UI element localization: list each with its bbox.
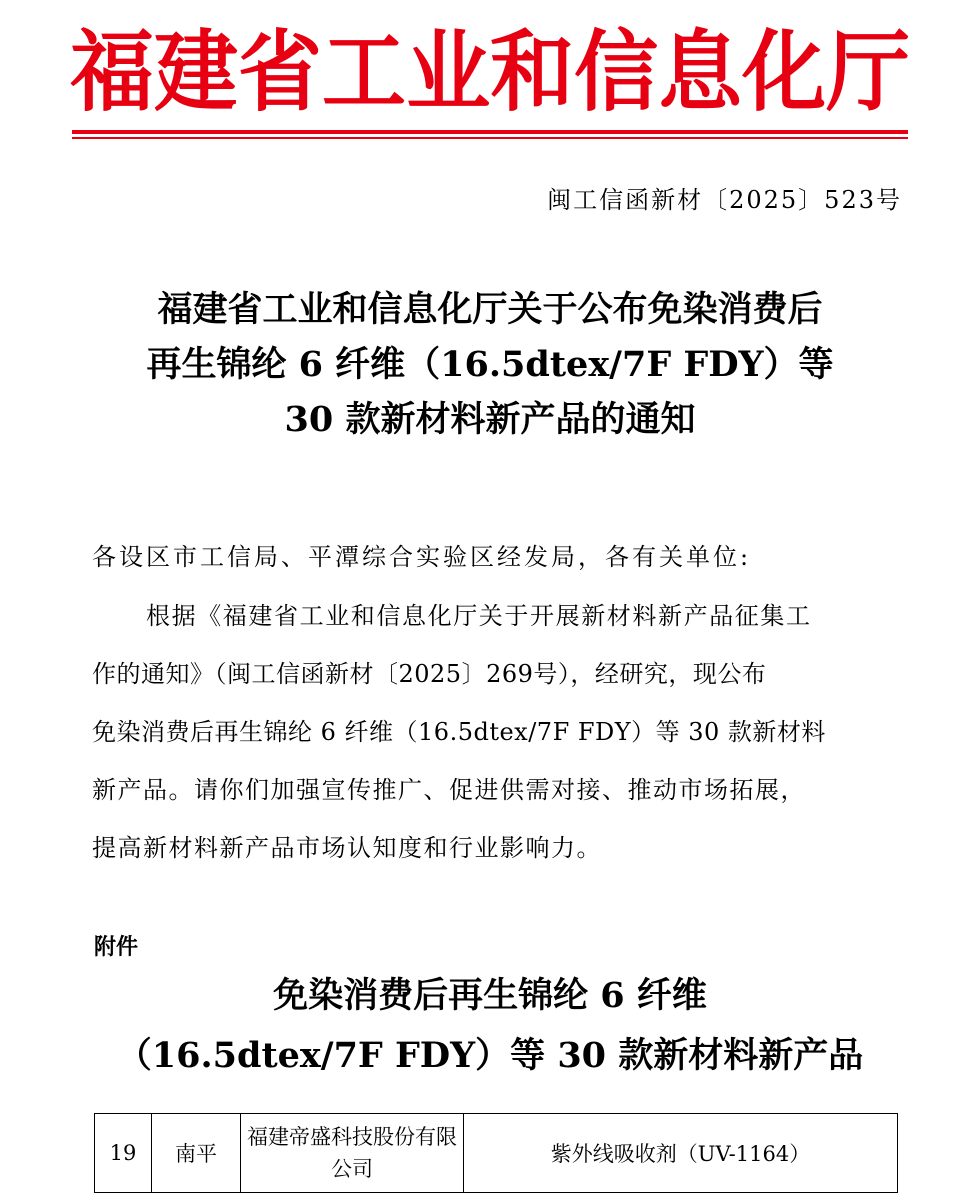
body-line: 免染消费后再生锦纶 6 纤维（16.5dtex/7F FDY）等 30 款新材料 — [92, 718, 826, 746]
masthead-char: 厅 — [826, 19, 911, 124]
region-cell: 南平 — [152, 1114, 241, 1193]
title-line: 30 款新材料新产品的通知 — [284, 399, 696, 440]
attachment-title-line: 免染消费后再生锦纶 6 纤维 — [273, 975, 707, 1016]
product-cell: 紫外线吸收剂（UV-1164） — [464, 1114, 898, 1193]
row-number-cell: 19 — [95, 1114, 152, 1193]
product-table — [94, 1113, 898, 1193]
masthead-char: 省 — [238, 19, 323, 124]
title-line: 福建省工业和信息化厅关于公布免染消费后 — [157, 289, 823, 330]
document-title — [80, 282, 900, 447]
table-row — [95, 1114, 898, 1193]
masthead-char: 信 — [574, 19, 659, 124]
masthead-char: 福 — [70, 19, 155, 124]
document-number: 闽工信函新材〔2025〕523号 — [547, 186, 902, 214]
masthead-divider-thin — [72, 137, 908, 139]
body-line: 作的通知》（闽工信函新材〔2025〕269号），经研究，现公布 — [92, 660, 767, 688]
masthead-divider-thick — [72, 130, 908, 134]
body-line: 根据《福建省工业和信息化厅关于开展新材料新产品征集工 — [146, 602, 812, 630]
masthead-char: 建 — [154, 19, 239, 124]
masthead-char: 和 — [490, 19, 575, 124]
attachment-title — [80, 966, 900, 1086]
salutation: 各设区市工信局、平潭综合实验区经发局，各有关单位: — [92, 543, 752, 571]
masthead-char: 化 — [742, 19, 827, 124]
company-cell: 福建帝盛科技股份有限公司 — [241, 1114, 464, 1193]
title-line: 再生锦纶 6 纤维（16.5dtex/7F FDY）等 — [146, 344, 834, 385]
masthead-char: 息 — [658, 19, 743, 124]
body-line: 新产品。请你们加强宣传推广、促进供需对接、推动市场拓展， — [92, 776, 806, 804]
body-line: 提高新材料新产品市场认知度和行业影响力。 — [92, 834, 602, 862]
attachment-label: 附件 — [94, 935, 139, 960]
masthead-char: 业 — [406, 19, 491, 124]
attachment-title-line: （16.5dtex/7F FDY）等 30 款新材料新产品 — [116, 1035, 864, 1076]
issuer-masthead — [70, 19, 911, 124]
masthead-char: 工 — [322, 19, 407, 124]
